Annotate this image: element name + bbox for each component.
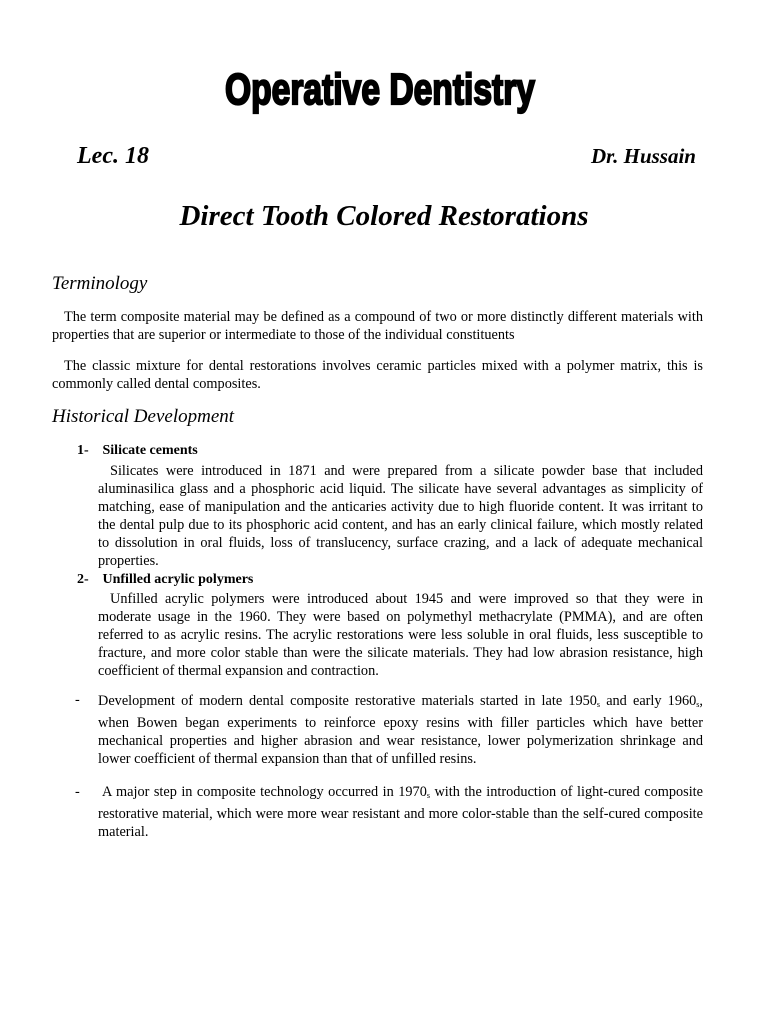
list-item-heading <box>77 572 253 588</box>
subscript: s <box>696 700 700 709</box>
section-heading-history: Historical Development <box>52 406 235 427</box>
list-item-number: 2- <box>77 572 89 587</box>
author-name: Dr. Hussain <box>590 144 696 168</box>
banner-text: Operative Dentistry <box>225 65 536 114</box>
section-heading-terminology: Terminology <box>52 273 148 294</box>
bullet-text: Development of modern dental composite restorative materials started in late 1950 <box>98 693 597 709</box>
page-title: Direct Tooth Colored Restorations <box>179 200 589 232</box>
bullet-paragraph <box>98 783 703 841</box>
bullet-text: and early 1960 <box>600 693 697 709</box>
paragraph-classic-mixture: The classic mixture for dental restorations involves ceramic particles mixed with a polymer matrix, this is commonly called dental composites. <box>52 358 703 392</box>
banner-title <box>150 50 610 122</box>
subscript: s <box>426 791 430 800</box>
bullet-text: A major step in composite technology occurred in 1970 <box>102 784 427 800</box>
paragraph-definition: The term composite material may be defined as a compound of two or more distinctly different materials with properties that are superior or intermediate to those of the individual constituents <box>52 309 703 343</box>
bullet-dash: - <box>75 692 80 708</box>
bullet-paragraph <box>98 692 703 768</box>
bullet-text: , when Bowen began experiments to reinforce epoxy resins with filler particles which have better mechanical properties and higher abrasion and wear resistance, lower polymerization shrinkage and lower coefficient of thermal expansion than that of unfilled resins. <box>98 693 703 767</box>
list-item-number: 1- <box>77 443 89 458</box>
list-item-body: Silicates were introduced in 1871 and were prepared from a silicate powder base that included aluminasilica glass and a phosphoric acid liquid. The silicate have several advantages as simplicity of matching, ease of manipulation and the anticaries activity due to high fluoride content. It was irritant to the dental pulp due to its phosphoric acid content, and has an early clinical failure, which mostly related to dissolution in oral fluids, loss of translucency, surface crazing, and a lack of adequate mechanical properties. <box>98 463 703 569</box>
bullet-text: with the introduction of light-cured composite restorative material, which were more wear resistant and more color-stable than the self-cured composite material. <box>98 784 703 840</box>
bullet-dash: - <box>75 784 80 800</box>
list-item-title: Silicate cements <box>102 443 198 458</box>
subscript: s <box>596 700 601 709</box>
list-item-title: Unfilled acrylic polymers <box>102 572 254 587</box>
list-item-heading <box>77 443 198 459</box>
list-item-body: Unfilled acrylic polymers were introduced about 1945 and were improved so that they were in moderate usage in the 1960. They were based on polymethyl methacrylate (PMMA), and are often referred to as acrylic resins. The acrylic restorations were less soluble in oral fluids, less susceptible to fracture, and more color stable than were the silicate materials. They had low abrasion resistance, high coefficient of thermal expansion and contraction. <box>98 591 703 679</box>
banner-wordart <box>150 50 610 122</box>
lecture-number: Lec. 18 <box>77 143 149 169</box>
